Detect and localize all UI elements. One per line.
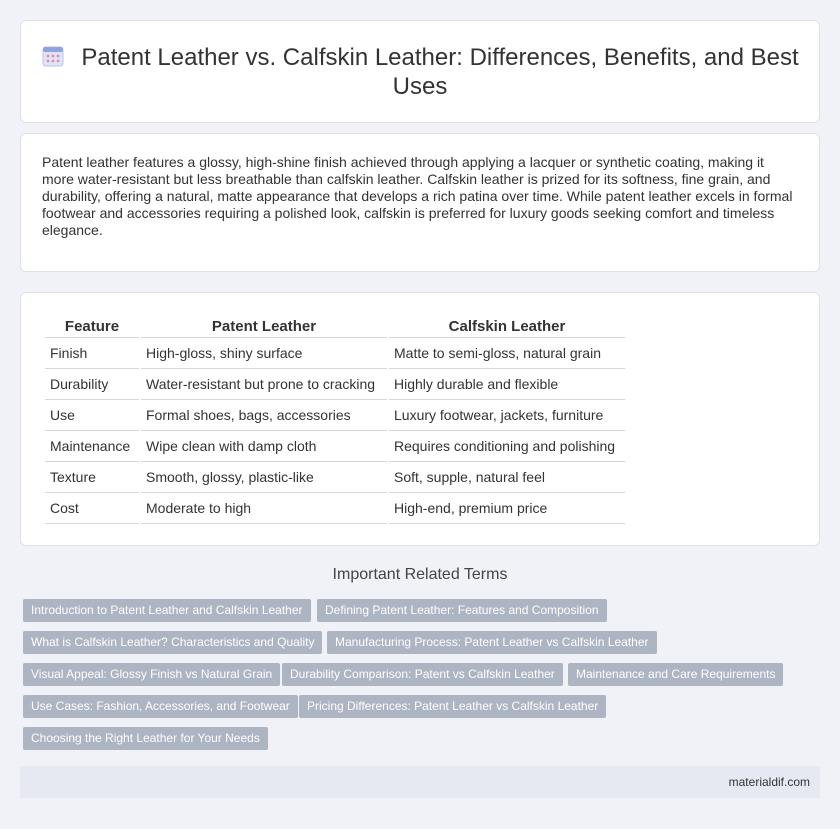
related-term-tag[interactable]: Maintenance and Care Requirements: [568, 663, 783, 686]
related-terms-heading: Important Related Terms: [332, 566, 508, 583]
table-cell: Texture: [45, 462, 139, 493]
header-feature: Feature: [45, 315, 139, 338]
header-patent: Patent Leather: [141, 315, 387, 338]
related-term-tag[interactable]: Defining Patent Leather: Features and Composition: [317, 599, 607, 622]
related-term-tag[interactable]: Durability Comparison: Patent vs Calfskin Leather: [282, 663, 563, 686]
table-row: [45, 338, 625, 369]
related-term-tag[interactable]: Manufacturing Process: Patent Leather vs Calfskin Leather: [327, 631, 657, 654]
table-row: [45, 400, 625, 431]
comparison-table: [43, 315, 627, 524]
table-cell: Requires conditioning and polishing: [389, 431, 625, 462]
table-cell: Formal shoes, bags, accessories: [141, 400, 387, 431]
table-cell: Highly durable and flexible: [389, 369, 625, 400]
table-cell: High-gloss, shiny surface: [141, 338, 387, 369]
header-calfskin: Calfskin Leather: [389, 315, 625, 338]
page-title-wrap: [21, 43, 819, 101]
related-term-tag[interactable]: Visual Appeal: Glossy Finish vs Natural Grain: [23, 663, 280, 686]
related-term-tag[interactable]: Choosing the Right Leather for Your Needs: [23, 727, 268, 750]
table-cell: Matte to semi-gloss, natural grain: [389, 338, 625, 369]
table-row: [45, 431, 625, 462]
comparison-card: [20, 292, 820, 546]
table-cell: Luxury footwear, jackets, furniture: [389, 400, 625, 431]
table-cell: Wipe clean with damp cloth: [141, 431, 387, 462]
page-title: Patent Leather vs. Calfskin Leather: Differences, Benefits, and Best Uses: [81, 44, 799, 100]
table-cell: Soft, supple, natural feel: [389, 462, 625, 493]
table-cell: Maintenance: [45, 431, 139, 462]
table-cell: Use: [45, 400, 139, 431]
table-header-row: [45, 315, 625, 338]
related-term-tag[interactable]: Introduction to Patent Leather and Calfskin Leather: [23, 599, 311, 622]
intro-card: [20, 133, 820, 272]
table-cell: Water-resistant but prone to cracking: [141, 369, 387, 400]
calendar-grid-icon: [41, 44, 65, 68]
footer-site-link[interactable]: materialdif.com: [728, 775, 810, 789]
related-term-tag[interactable]: Pricing Differences: Patent Leather vs Calfskin Leather: [299, 695, 606, 718]
table-cell: Cost: [45, 493, 139, 524]
related-term-tag[interactable]: What is Calfskin Leather? Characteristics and Quality: [23, 631, 322, 654]
table-cell: High-end, premium price: [389, 493, 625, 524]
table-cell: Finish: [45, 338, 139, 369]
table-row: [45, 462, 625, 493]
table-cell: Moderate to high: [141, 493, 387, 524]
table-cell: Durability: [45, 369, 139, 400]
table-row: [45, 369, 625, 400]
title-card: [20, 20, 820, 123]
table-row: [45, 493, 625, 524]
footer: [20, 766, 820, 798]
related-term-tag[interactable]: Use Cases: Fashion, Accessories, and Footwear: [23, 695, 298, 718]
intro-paragraph: Patent leather features a glossy, high-shine finish achieved through applying a lacquer or synthetic coating, making it more water-resistant but less breathable than calfskin leather. Calfskin leather is prized for its softness, fine grain, and durability, offering a natural, matte appearance that develops a rich patina over time. While patent leather excels in formal footwear and accessories requiring a polished look, calfskin is preferred for luxury goods seeking comfort and timeless elegance.: [42, 154, 793, 238]
table-cell: Smooth, glossy, plastic-like: [141, 462, 387, 493]
